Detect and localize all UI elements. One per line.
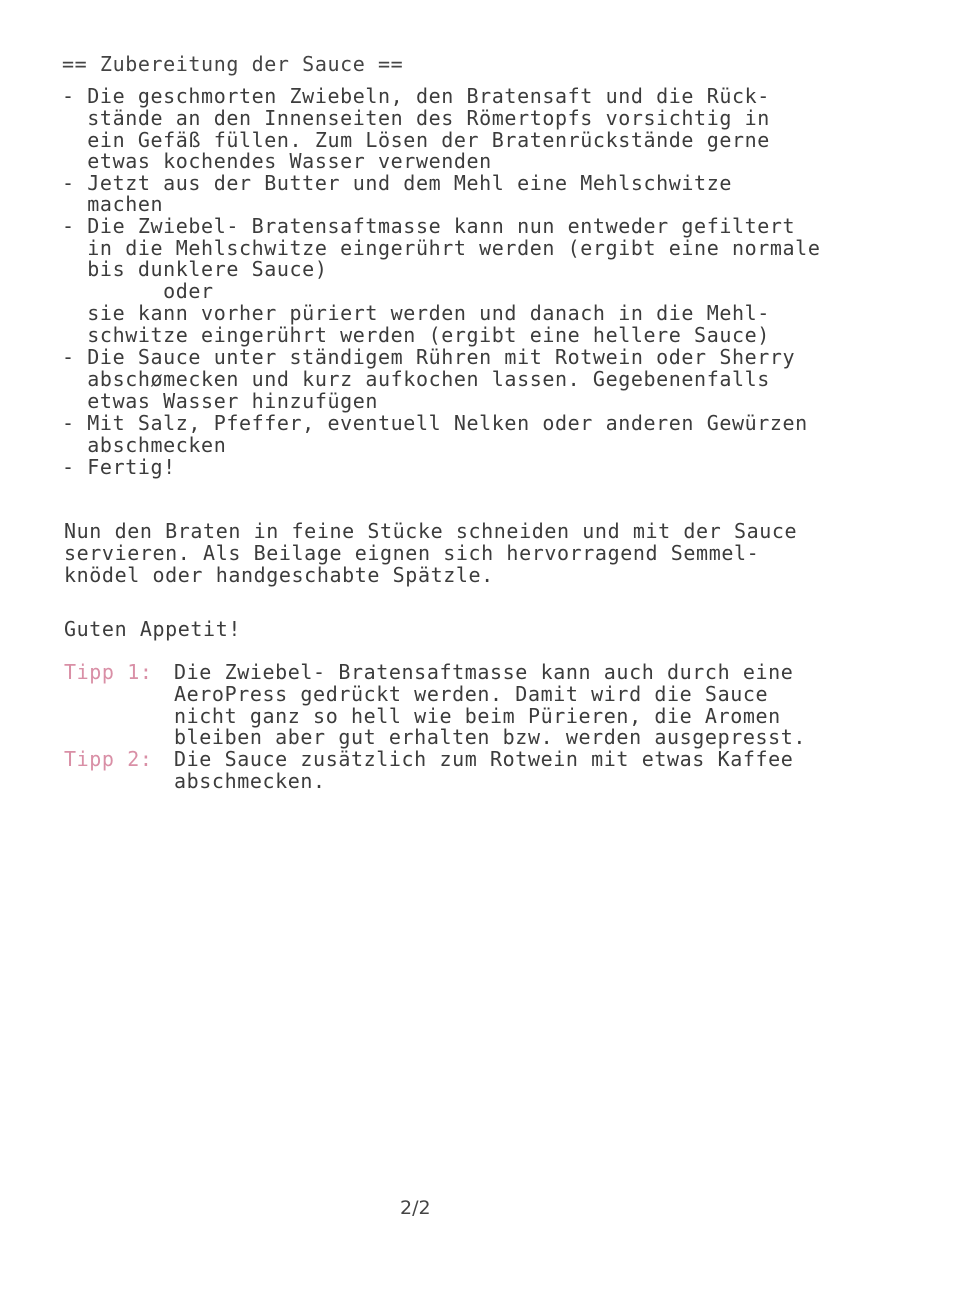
step-line: etwas Wasser hinzufügen [62, 389, 379, 413]
step-line: ein Gefäß füllen. Zum Lösen der Bratenrückstände gerne [62, 128, 770, 152]
page-number: 2/2 [400, 1197, 431, 1219]
step-line: abschmecken [62, 433, 227, 457]
step-line: abschømecken und kurz aufkochen lassen. Gegebenenfalls [62, 367, 770, 391]
tip-line: AeroPress gedrückt werden. Damit wird die Sauce [174, 682, 769, 706]
serving-line: servieren. Als Beilage eignen sich hervorragend Semmel- [64, 541, 760, 565]
serving-line: Nun den Braten in feine Stücke schneiden und mit der Sauce [64, 519, 798, 543]
step-line: - Die Sauce unter ständigem Rühren mit Rotwein oder Sherry [62, 345, 796, 369]
serving-line: knödel oder handgeschabte Spätzle. [64, 563, 494, 587]
step-line: - Die geschmorten Zwiebeln, den Bratensaft und die Rück- [62, 84, 770, 108]
step-line: etwas kochendes Wasser verwenden [62, 149, 492, 173]
step-line: - Fertig! [62, 455, 176, 479]
step-line: - Jetzt aus der Butter und dem Mehl eine Mehlschwitze [62, 171, 732, 195]
tip-line: Die Sauce zusätzlich zum Rotwein mit etwas Kaffee [174, 747, 794, 771]
tip-line: abschmecken. [174, 769, 326, 793]
tip-line: bleiben aber gut erhalten bzw. werden ausgepresst. [174, 725, 807, 749]
section-heading: == Zubereitung der Sauce == [62, 52, 404, 76]
tip-label: Tipp 2: [64, 747, 153, 771]
step-line: - Mit Salz, Pfeffer, eventuell Nelken oder anderen Gewürzen [62, 411, 808, 435]
step-line: machen [62, 192, 164, 216]
tip-line: Die Zwiebel- Bratensaftmasse kann auch durch eine [174, 660, 794, 684]
step-line: oder [62, 279, 214, 303]
step-line: stände an den Innenseiten des Römertopfs vorsichtig in [62, 106, 770, 130]
step-line: in die Mehlschwitze eingerührt werden (ergibt eine normale [62, 236, 821, 260]
closing-line: Guten Appetit! [64, 617, 241, 641]
step-line: schwitze eingerührt werden (ergibt eine hellere Sauce) [62, 323, 770, 347]
step-line: bis dunklere Sauce) [62, 257, 328, 281]
tip-line: nicht ganz so hell wie beim Pürieren, die Aromen [174, 704, 781, 728]
tip-label: Tipp 1: [64, 660, 153, 684]
step-line: sie kann vorher püriert werden und danach in die Mehl- [62, 301, 770, 325]
step-line: - Die Zwiebel- Bratensaftmasse kann nun entweder gefiltert [62, 214, 796, 238]
